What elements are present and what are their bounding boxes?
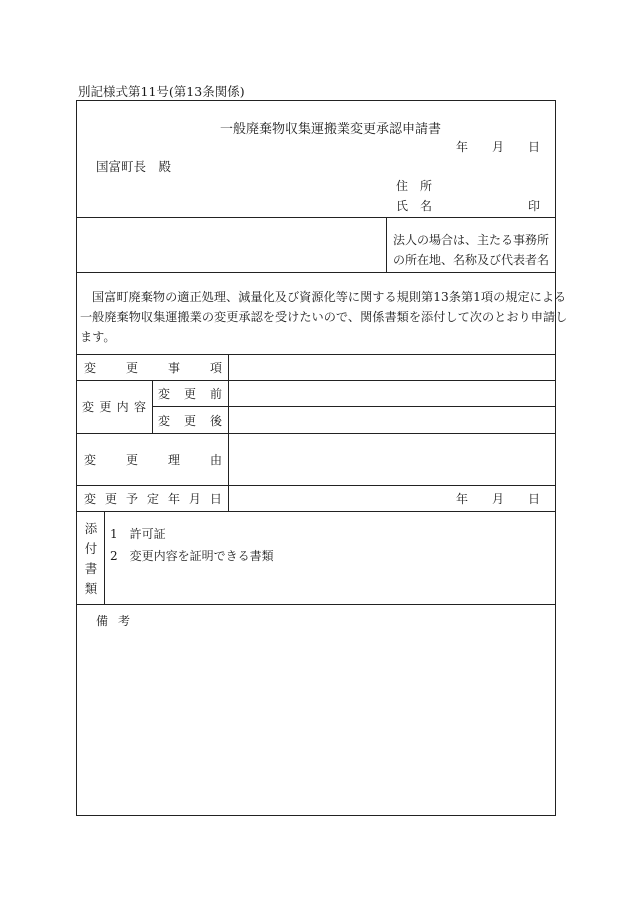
reason-label: 変 更 理 由: [84, 452, 222, 467]
seal-mark: 印: [528, 199, 541, 213]
change-content-label: 変 更 内 容: [82, 400, 146, 414]
remarks-field[interactable]: [80, 632, 552, 812]
change-item-label: 変 更 事 項: [84, 360, 222, 375]
form-title: 一般廃棄物収集運搬業変更承認申請書: [220, 122, 442, 137]
attachments-label: 添 付 書 類: [84, 521, 98, 596]
divider: [76, 511, 556, 512]
divider: [104, 511, 105, 604]
divider: [76, 272, 556, 273]
corporate-note: 法人の場合は、主たる事務所 の所在地、名称及び代表者名: [393, 233, 550, 267]
list-item: 2 変更内容を証明できる書類: [110, 549, 274, 563]
change-item-field[interactable]: [230, 356, 552, 378]
before-field[interactable]: [230, 382, 552, 404]
addressee: 国富町長 殿: [96, 159, 172, 174]
divider: [76, 604, 556, 605]
header-date-day: 日: [528, 140, 541, 154]
planned-date-label: 変 更 予 定 年 月 日: [84, 491, 222, 506]
reason-field[interactable]: [230, 435, 552, 483]
after-label: 変 更 後: [158, 413, 222, 428]
attachments-list: [110, 523, 274, 567]
before-label: 変 更 前: [158, 386, 222, 401]
statement-text: 国富町廃棄物の適正処理、減量化及び資源化等に関する規則第13条第1項の規定による 一般廃棄物収集運搬業の変更承認を受けたいので、関係書類を添付して次のとおり申請し ます。: [80, 290, 568, 344]
divider: [386, 217, 387, 272]
divider: [76, 380, 556, 381]
header-date-month: 月: [492, 140, 505, 154]
header-date-year: 年: [456, 140, 469, 154]
after-field[interactable]: [230, 409, 552, 431]
list-item: 1 許可証: [110, 527, 166, 541]
divider: [76, 217, 556, 218]
form-caption: 別記様式第11号(第13条関係): [78, 84, 245, 99]
